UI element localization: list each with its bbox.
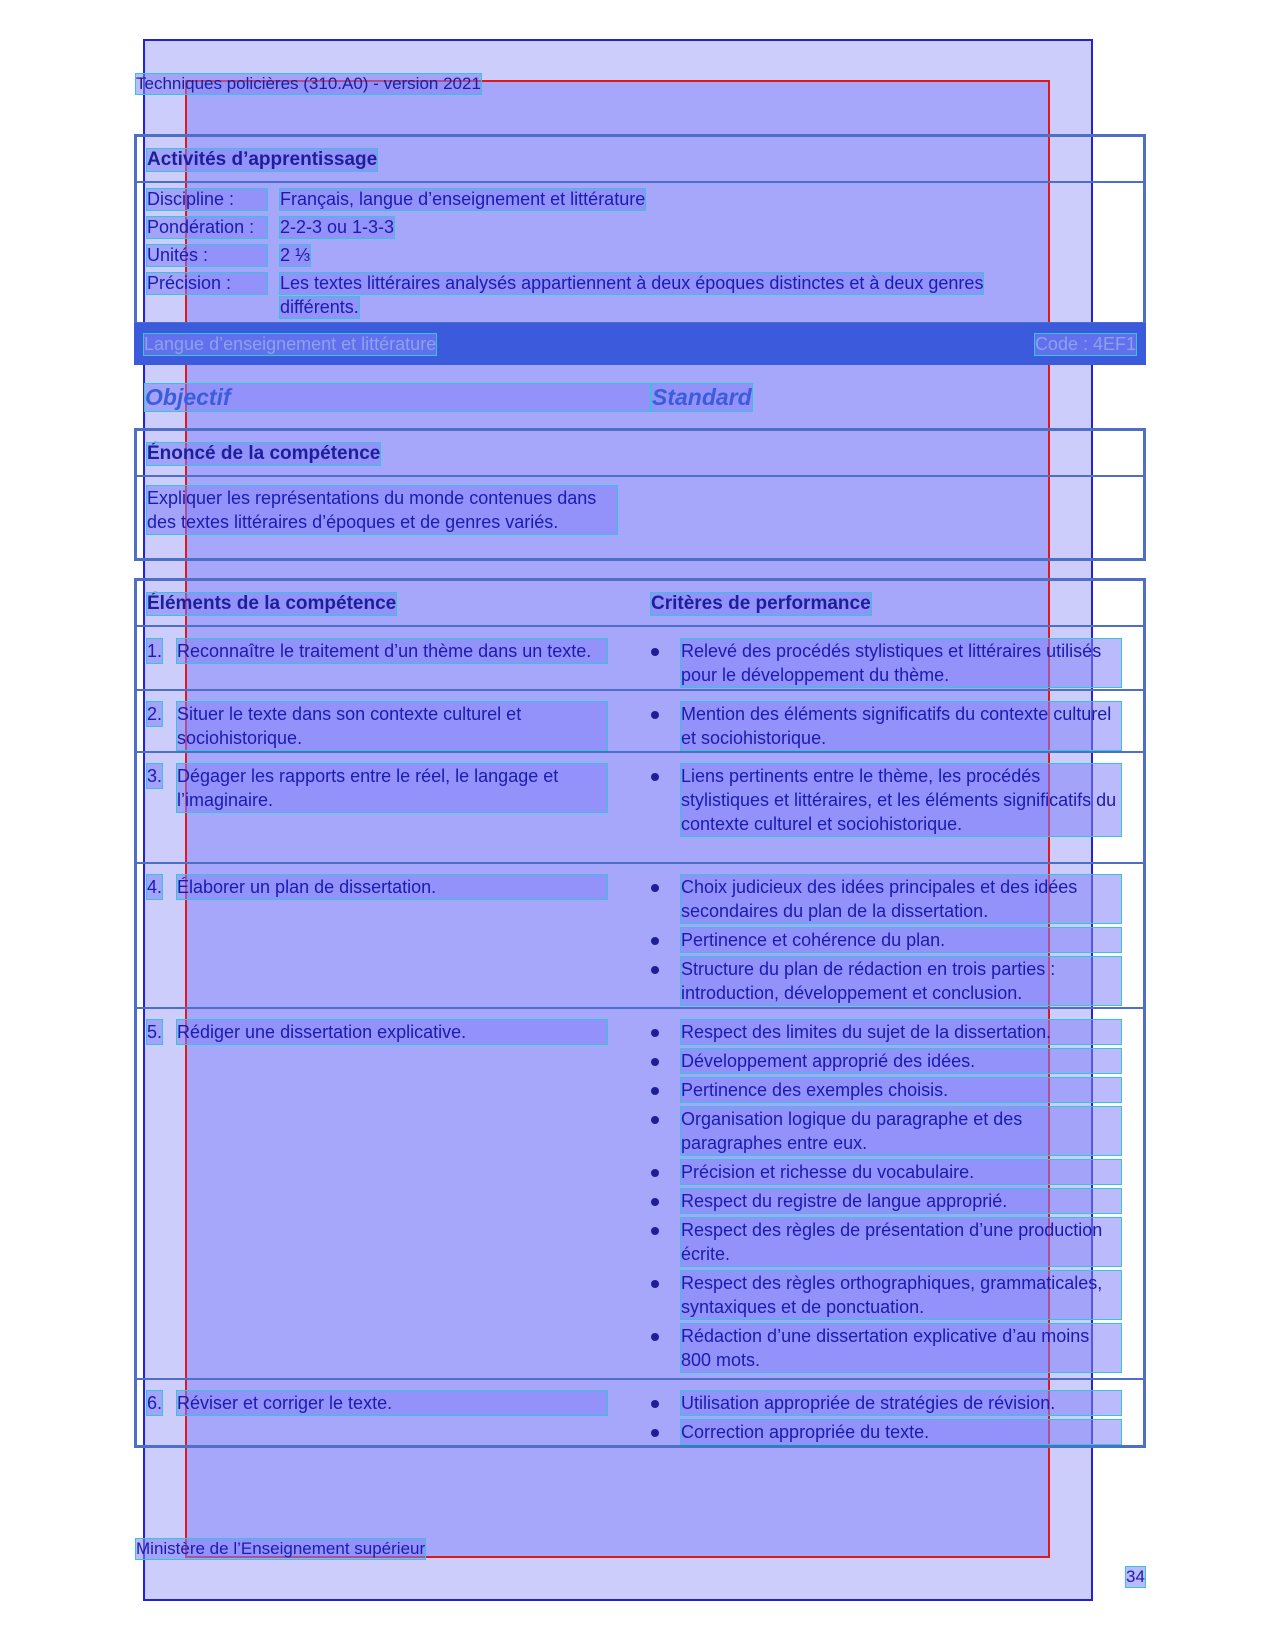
row-separator	[137, 689, 1143, 691]
criterion-text: Respect des règles orthographiques, grammaticales, syntaxiques et de ponctuation.	[681, 1271, 1121, 1319]
bullet-icon	[651, 1087, 659, 1095]
objective-heading: Objectif	[145, 384, 650, 411]
bullet-icon	[651, 1198, 659, 1206]
standard-heading: Standard	[652, 384, 752, 410]
criterion-text: Choix judicieux des idées principales et des idées secondaires du plan de la dissertation.	[681, 875, 1121, 923]
bullet-icon	[651, 1227, 659, 1235]
element-text: Réviser et corriger le texte.	[177, 1391, 607, 1415]
bullet-icon	[651, 1400, 659, 1408]
element-text: Dégager les rapports entre le réel, le langage et l’imaginaire.	[177, 764, 607, 812]
criterion-text: Organisation logique du paragraphe et des paragraphes entre eux.	[681, 1107, 1121, 1155]
bullet-icon	[651, 1029, 659, 1037]
criterion-text: Précision et richesse du vocabulaire.	[681, 1160, 1121, 1184]
bullet-icon	[651, 711, 659, 719]
criterion-text: Respect des limites du sujet de la dissertation.	[681, 1020, 1121, 1044]
criterion-text: Respect du registre de langue approprié.	[681, 1189, 1121, 1213]
element-number: 5.	[147, 1022, 163, 1042]
element-number: 1.	[147, 641, 163, 661]
criterion-text: Utilisation appropriée de stratégies de révision.	[681, 1391, 1121, 1415]
criterion-text: Mention des éléments significatifs du contexte culturel et sociohistorique.	[681, 702, 1121, 750]
criterion-text: Correction appropriée du texte.	[681, 1420, 1121, 1444]
bullet-icon	[651, 1429, 659, 1437]
bullet-icon	[651, 937, 659, 945]
competence-title: Énoncé de la compétence	[147, 443, 381, 464]
page-number: 34	[1126, 1567, 1145, 1586]
elements-criteria-box	[134, 578, 1146, 1448]
competence-statement: Expliquer les représentations du monde contenues dans des textes littéraires d’époques et de genres variés.	[147, 486, 617, 534]
criterion-text: Respect des règles de présentation d’une production écrite.	[681, 1218, 1121, 1266]
criterion-text: Structure du plan de rédaction en trois parties : introduction, développement et conclusion.	[681, 957, 1121, 1005]
footer-ministry: Ministère de l’Enseignement supérieur	[136, 1539, 426, 1558]
criterion-text: Relevé des procédés stylistiques et littéraires utilisés pour le développement du thème.	[681, 639, 1121, 687]
element-text: Élaborer un plan de dissertation.	[177, 875, 607, 899]
bullet-icon	[651, 773, 659, 781]
activities-box: Activités d’apprentissage Discipline : Français, langue d’enseignement et littérature Pondération : 2-2-3 ou 1-3-3 Unités : 2 ⅓ Précision : Les textes littéraires analysés appartiennent à deux époques distinctes et à deux genres différents.	[134, 134, 1146, 325]
course-code: Code : 4EF1	[1034, 334, 1136, 354]
bullet-icon	[651, 648, 659, 656]
bullet-icon	[651, 1333, 659, 1341]
bullet-icon	[651, 1058, 659, 1066]
course-name: Langue d’enseignement et littérature	[144, 334, 437, 354]
criterion-text: Développement approprié des idées.	[681, 1049, 1121, 1073]
row-separator	[137, 751, 1143, 753]
element-number: 2.	[147, 704, 163, 724]
elements-header: Éléments de la compétence	[147, 593, 397, 614]
element-text: Situer le texte dans son contexte culturel et sociohistorique.	[177, 702, 607, 750]
competence-box	[134, 428, 1146, 561]
element-text: Reconnaître le traitement d’un thème dans un texte.	[177, 639, 607, 663]
criteria-header: Critères de performance	[651, 593, 871, 614]
course-band	[134, 323, 1146, 365]
bullet-icon	[651, 884, 659, 892]
activities-title: Activités d’apprentissage	[147, 149, 378, 170]
element-number: 6.	[147, 1393, 163, 1413]
criterion-text: Rédaction d’une dissertation explicative d’au moins 800 mots.	[681, 1324, 1121, 1372]
row-separator	[137, 862, 1143, 864]
criterion-text: Liens pertinents entre le thème, les procédés stylistiques et littéraires, et les éléments significatifs du contexte culturel et sociohistorique.	[681, 764, 1121, 836]
bullet-icon	[651, 966, 659, 974]
document-header: Techniques policières (310.A0) - version 2021	[136, 74, 481, 93]
criterion-text: Pertinence et cohérence du plan.	[681, 928, 1121, 952]
bullet-icon	[651, 1280, 659, 1288]
element-number: 3.	[147, 766, 163, 786]
element-number: 4.	[147, 877, 163, 897]
criterion-text: Pertinence des exemples choisis.	[681, 1078, 1121, 1102]
bullet-icon	[651, 1169, 659, 1177]
row-separator	[137, 1378, 1143, 1380]
row-separator	[137, 1007, 1143, 1009]
element-text: Rédiger une dissertation explicative.	[177, 1020, 607, 1044]
bullet-icon	[651, 1116, 659, 1124]
